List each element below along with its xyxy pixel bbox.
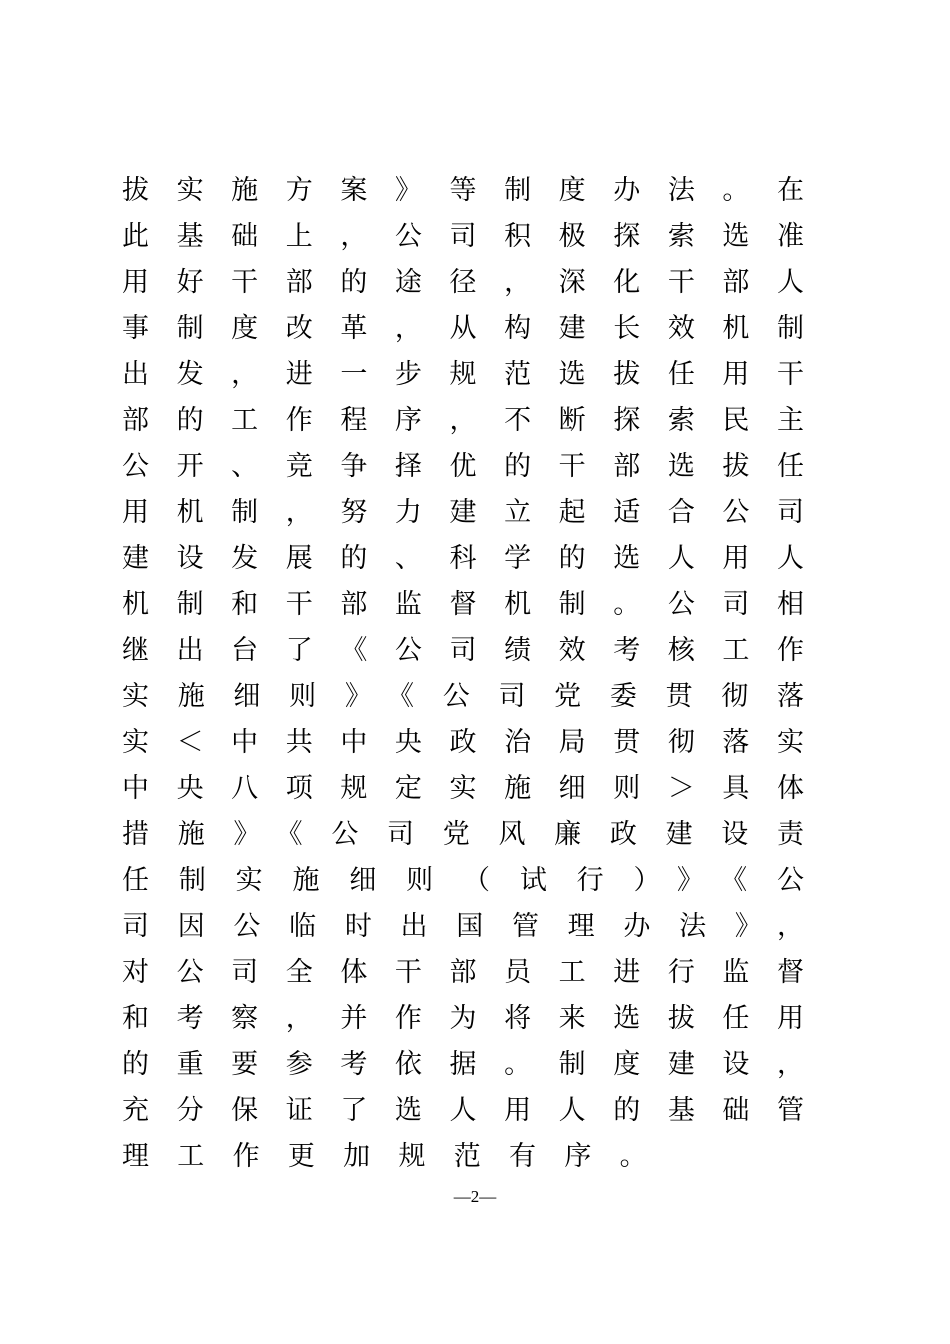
text-line: 用好干部的途径，深化干部人	[122, 267, 804, 298]
text-line: 任制实施细则（试行）》《公	[122, 865, 804, 896]
text-line: 事制度改革，从构建长效机制	[122, 313, 804, 344]
text-line: 的重要参考依据。制度建设，	[122, 1049, 804, 1080]
text-line-last: 理工作更加规范有序。	[122, 1141, 647, 1172]
text-line: 用机制，努力建立起适合公司	[122, 497, 804, 528]
text-line: 措施》《公司党风廉政建设责	[122, 819, 804, 850]
text-line: 建设发展的、科学的选人用人	[122, 543, 804, 574]
text-line: 对公司全体干部员工进行监督	[122, 957, 804, 988]
text-line: 实＜中共中央政治局贯彻落实	[122, 727, 804, 758]
text-line: 拔实施方案》等制度办法。在	[122, 175, 804, 206]
text-line: 中央八项规定实施细则＞具体	[122, 773, 804, 804]
text-line: 和考察，并作为将来选拔任用	[122, 1003, 804, 1034]
body-paragraph	[122, 168, 804, 1180]
text-line: 此基础上，公司积极探索选准	[122, 221, 804, 252]
text-line: 公开、竞争择优的干部选拔任	[122, 451, 804, 482]
text-line: 出发，进一步规范选拔任用干	[122, 359, 804, 390]
text-line: 机制和干部监督机制。公司相	[122, 589, 804, 620]
page-number: —2—	[453, 1187, 497, 1206]
text-line: 实施细则》《公司党委贯彻落	[122, 681, 804, 712]
text-line: 司因公临时出国管理办法》，	[122, 911, 804, 942]
text-line: 充分保证了选人用人的基础管	[122, 1095, 804, 1126]
text-line: 继出台了《公司绩效考核工作	[122, 635, 804, 666]
text-line: 部的工作程序，不断探索民主	[122, 405, 804, 436]
